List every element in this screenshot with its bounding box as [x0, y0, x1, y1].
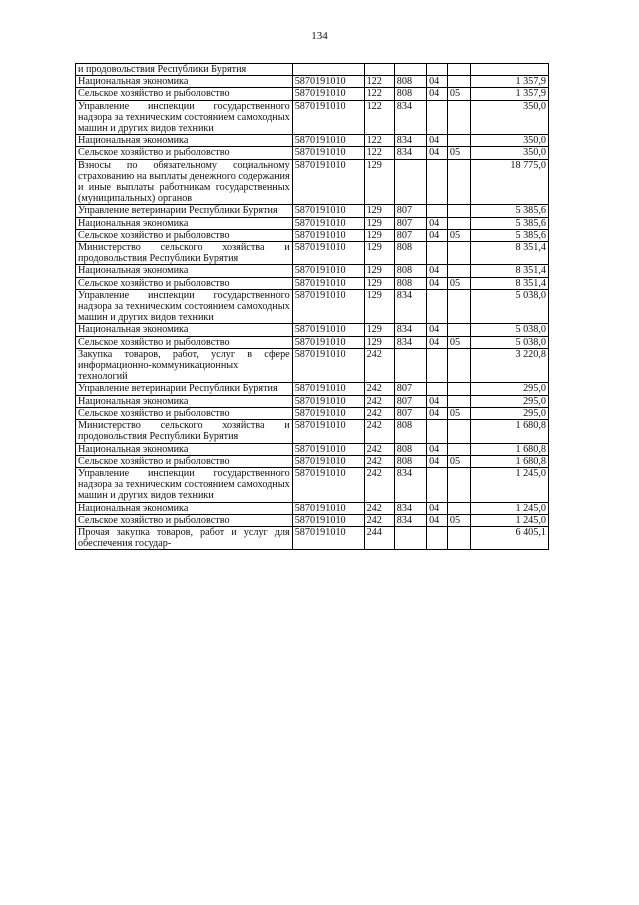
amount-cell: 1 245,0	[470, 514, 548, 526]
subsection-cell	[447, 265, 470, 277]
subsection-cell	[447, 217, 470, 229]
ministry-code-cell: 808	[394, 420, 426, 443]
expense-group-cell: 122	[364, 147, 394, 159]
table-row	[76, 100, 549, 135]
row-name-cell: Министерство сельского хозяйства и продовольствия Республики Бурятия	[76, 242, 293, 265]
ministry-code-cell: 807	[394, 395, 426, 407]
expense-group-cell: 242	[364, 395, 394, 407]
target-code-cell: 5870191010	[292, 443, 364, 455]
table-row	[76, 289, 549, 324]
expense-group-cell: 242	[364, 443, 394, 455]
row-name-cell: Министерство сельского хозяйства и продовольствия Республики Бурятия	[76, 420, 293, 443]
target-code-cell: 5870191010	[292, 100, 364, 135]
subsection-cell: 05	[447, 277, 470, 289]
row-name-cell: Национальная экономика	[76, 502, 293, 514]
section-cell: 04	[427, 455, 448, 467]
amount-cell: 8 351,4	[470, 277, 548, 289]
ministry-code-cell: 808	[394, 242, 426, 265]
row-name-cell: Сельское хозяйство и рыболовство	[76, 514, 293, 526]
section-cell: 04	[427, 514, 448, 526]
subsection-cell: 05	[447, 88, 470, 100]
amount-cell: 8 351,4	[470, 242, 548, 265]
row-name-cell: Управление инспекции государственного надзора за техническим состоянием самоходных машин и других видов техники	[76, 100, 293, 135]
section-cell: 04	[427, 88, 448, 100]
target-code-cell: 5870191010	[292, 395, 364, 407]
ministry-code-cell: 834	[394, 289, 426, 324]
subsection-cell	[447, 64, 470, 76]
amount-cell: 5 038,0	[470, 336, 548, 348]
subsection-cell: 05	[447, 229, 470, 241]
amount-cell: 1 357,9	[470, 88, 548, 100]
expense-group-cell: 242	[364, 348, 394, 383]
table-row	[76, 348, 549, 383]
target-code-cell: 5870191010	[292, 336, 364, 348]
expense-group-cell: 129	[364, 265, 394, 277]
subsection-cell: 05	[447, 455, 470, 467]
target-code-cell	[292, 64, 364, 76]
subsection-cell	[447, 420, 470, 443]
row-name-cell: Национальная экономика	[76, 217, 293, 229]
table-row	[76, 159, 549, 205]
target-code-cell: 5870191010	[292, 159, 364, 205]
section-cell	[427, 348, 448, 383]
section-cell: 04	[427, 217, 448, 229]
expense-group-cell	[364, 64, 394, 76]
amount-cell: 350,0	[470, 135, 548, 147]
ministry-code-cell	[394, 348, 426, 383]
ministry-code-cell: 807	[394, 383, 426, 395]
table-row	[76, 265, 549, 277]
target-code-cell: 5870191010	[292, 229, 364, 241]
subsection-cell	[447, 205, 470, 217]
ministry-code-cell: 808	[394, 76, 426, 88]
section-cell: 04	[427, 277, 448, 289]
subsection-cell	[447, 242, 470, 265]
target-code-cell: 5870191010	[292, 502, 364, 514]
ministry-code-cell: 834	[394, 135, 426, 147]
expense-group-cell: 122	[364, 76, 394, 88]
section-cell: 04	[427, 395, 448, 407]
section-cell: 04	[427, 76, 448, 88]
section-cell: 04	[427, 407, 448, 419]
target-code-cell: 5870191010	[292, 420, 364, 443]
amount-cell: 6 405,1	[470, 526, 548, 549]
section-cell: 04	[427, 443, 448, 455]
expense-group-cell: 129	[364, 289, 394, 324]
row-name-cell: Национальная экономика	[76, 265, 293, 277]
target-code-cell: 5870191010	[292, 265, 364, 277]
row-name-cell: Управление инспекции государственного надзора за техническим состоянием самоходных машин и других видов техники	[76, 289, 293, 324]
ministry-code-cell: 834	[394, 324, 426, 336]
target-code-cell: 5870191010	[292, 217, 364, 229]
section-cell	[427, 100, 448, 135]
subsection-cell	[447, 135, 470, 147]
table-row	[76, 407, 549, 419]
section-cell	[427, 420, 448, 443]
row-name-cell: Сельское хозяйство и рыболовство	[76, 336, 293, 348]
row-name-cell: Сельское хозяйство и рыболовство	[76, 229, 293, 241]
section-cell: 04	[427, 229, 448, 241]
expense-group-cell: 242	[364, 420, 394, 443]
amount-cell: 1 357,9	[470, 76, 548, 88]
amount-cell: 1 245,0	[470, 467, 548, 502]
target-code-cell: 5870191010	[292, 289, 364, 324]
table-row	[76, 242, 549, 265]
subsection-cell	[447, 348, 470, 383]
ministry-code-cell: 808	[394, 277, 426, 289]
subsection-cell: 05	[447, 336, 470, 348]
subsection-cell: 05	[447, 147, 470, 159]
row-name-cell: Взносы по обязательному социальному страхованию на выплаты денежного содержания и иные выплаты работникам государственных (муниципальных) органов	[76, 159, 293, 205]
subsection-cell	[447, 502, 470, 514]
amount-cell: 5 385,6	[470, 229, 548, 241]
subsection-cell	[447, 289, 470, 324]
ministry-code-cell: 834	[394, 467, 426, 502]
ministry-code-cell: 807	[394, 205, 426, 217]
table-row	[76, 420, 549, 443]
section-cell	[427, 526, 448, 549]
row-name-cell: Сельское хозяйство и рыболовство	[76, 277, 293, 289]
amount-cell: 5 038,0	[470, 324, 548, 336]
table-row	[76, 467, 549, 502]
amount-cell: 18 775,0	[470, 159, 548, 205]
amount-cell: 350,0	[470, 147, 548, 159]
amount-cell: 5 385,6	[470, 217, 548, 229]
expense-group-cell: 129	[364, 229, 394, 241]
target-code-cell: 5870191010	[292, 324, 364, 336]
table-row	[76, 205, 549, 217]
section-cell	[427, 159, 448, 205]
target-code-cell: 5870191010	[292, 135, 364, 147]
table-row	[76, 229, 549, 241]
expense-group-cell: 244	[364, 526, 394, 549]
amount-cell: 1 245,0	[470, 502, 548, 514]
ministry-code-cell	[394, 64, 426, 76]
ministry-code-cell: 807	[394, 407, 426, 419]
table-row	[76, 76, 549, 88]
row-name-cell: Закупка товаров, работ, услуг в сфере информационно-коммуникационных технологий	[76, 348, 293, 383]
subsection-cell	[447, 76, 470, 88]
subsection-cell	[447, 159, 470, 205]
expense-group-cell: 129	[364, 217, 394, 229]
row-name-cell: Управление ветеринарии Республики Бурятия	[76, 383, 293, 395]
amount-cell: 3 220,8	[470, 348, 548, 383]
row-name-cell: Сельское хозяйство и рыболовство	[76, 455, 293, 467]
row-name-cell: Управление ветеринарии Республики Бурятия	[76, 205, 293, 217]
amount-cell: 350,0	[470, 100, 548, 135]
table-row	[76, 277, 549, 289]
expense-group-cell: 242	[364, 502, 394, 514]
target-code-cell: 5870191010	[292, 76, 364, 88]
amount-cell: 8 351,4	[470, 265, 548, 277]
expense-group-cell: 242	[364, 383, 394, 395]
row-name-cell: и продовольствия Республики Бурятия	[76, 64, 293, 76]
ministry-code-cell: 834	[394, 147, 426, 159]
row-name-cell: Сельское хозяйство и рыболовство	[76, 407, 293, 419]
section-cell	[427, 242, 448, 265]
section-cell: 04	[427, 265, 448, 277]
row-name-cell: Сельское хозяйство и рыболовство	[76, 147, 293, 159]
expense-group-cell: 129	[364, 242, 394, 265]
target-code-cell: 5870191010	[292, 277, 364, 289]
section-cell: 04	[427, 324, 448, 336]
subsection-cell	[447, 383, 470, 395]
expense-group-cell: 242	[364, 407, 394, 419]
table-row	[76, 336, 549, 348]
expense-group-cell: 129	[364, 324, 394, 336]
expense-group-cell: 129	[364, 205, 394, 217]
subsection-cell	[447, 443, 470, 455]
row-name-cell: Сельское хозяйство и рыболовство	[76, 88, 293, 100]
ministry-code-cell	[394, 526, 426, 549]
table-row	[76, 383, 549, 395]
expense-group-cell: 242	[364, 455, 394, 467]
ministry-code-cell: 834	[394, 514, 426, 526]
section-cell	[427, 64, 448, 76]
row-name-cell: Управление инспекции государственного надзора за техническим состоянием самоходных машин и других видов техники	[76, 467, 293, 502]
subsection-cell: 05	[447, 407, 470, 419]
subsection-cell	[447, 526, 470, 549]
expense-group-cell: 122	[364, 135, 394, 147]
amount-cell: 1 680,8	[470, 455, 548, 467]
amount-cell: 1 680,8	[470, 420, 548, 443]
ministry-code-cell	[394, 159, 426, 205]
target-code-cell: 5870191010	[292, 467, 364, 502]
section-cell: 04	[427, 336, 448, 348]
amount-cell	[470, 64, 548, 76]
subsection-cell	[447, 100, 470, 135]
table-row	[76, 88, 549, 100]
target-code-cell: 5870191010	[292, 526, 364, 549]
subsection-cell	[447, 324, 470, 336]
target-code-cell: 5870191010	[292, 242, 364, 265]
expense-group-cell: 122	[364, 88, 394, 100]
target-code-cell: 5870191010	[292, 348, 364, 383]
ministry-code-cell: 834	[394, 336, 426, 348]
target-code-cell: 5870191010	[292, 407, 364, 419]
table-row	[76, 395, 549, 407]
budget-table-body	[76, 64, 549, 550]
ministry-code-cell: 807	[394, 217, 426, 229]
expense-group-cell: 129	[364, 336, 394, 348]
table-row	[76, 455, 549, 467]
expense-group-cell: 242	[364, 467, 394, 502]
ministry-code-cell: 834	[394, 100, 426, 135]
expense-group-cell: 129	[364, 159, 394, 205]
section-cell: 04	[427, 135, 448, 147]
table-row	[76, 526, 549, 549]
table-row	[76, 324, 549, 336]
amount-cell: 5 385,6	[470, 205, 548, 217]
row-name-cell: Национальная экономика	[76, 324, 293, 336]
subsection-cell	[447, 467, 470, 502]
expense-group-cell: 122	[364, 100, 394, 135]
section-cell	[427, 383, 448, 395]
section-cell	[427, 289, 448, 324]
table-row	[76, 217, 549, 229]
table-row	[76, 502, 549, 514]
table-row	[76, 147, 549, 159]
section-cell	[427, 467, 448, 502]
page-number: 134	[311, 30, 328, 42]
budget-table	[75, 63, 549, 550]
amount-cell: 5 038,0	[470, 289, 548, 324]
ministry-code-cell: 834	[394, 502, 426, 514]
ministry-code-cell: 807	[394, 229, 426, 241]
amount-cell: 295,0	[470, 395, 548, 407]
expense-group-cell: 242	[364, 514, 394, 526]
target-code-cell: 5870191010	[292, 383, 364, 395]
row-name-cell: Прочая закупка товаров, работ и услуг для обеспечения государ-	[76, 526, 293, 549]
section-cell	[427, 205, 448, 217]
table-row	[76, 135, 549, 147]
subsection-cell: 05	[447, 514, 470, 526]
ministry-code-cell: 808	[394, 88, 426, 100]
amount-cell: 1 680,8	[470, 443, 548, 455]
amount-cell: 295,0	[470, 383, 548, 395]
ministry-code-cell: 808	[394, 455, 426, 467]
target-code-cell: 5870191010	[292, 88, 364, 100]
table-row	[76, 64, 549, 76]
ministry-code-cell: 808	[394, 443, 426, 455]
expense-group-cell: 129	[364, 277, 394, 289]
section-cell: 04	[427, 147, 448, 159]
row-name-cell: Национальная экономика	[76, 443, 293, 455]
subsection-cell	[447, 395, 470, 407]
section-cell: 04	[427, 502, 448, 514]
target-code-cell: 5870191010	[292, 205, 364, 217]
target-code-cell: 5870191010	[292, 514, 364, 526]
row-name-cell: Национальная экономика	[76, 76, 293, 88]
row-name-cell: Национальная экономика	[76, 135, 293, 147]
table-row	[76, 443, 549, 455]
row-name-cell: Национальная экономика	[76, 395, 293, 407]
amount-cell: 295,0	[470, 407, 548, 419]
table-row	[76, 514, 549, 526]
target-code-cell: 5870191010	[292, 455, 364, 467]
ministry-code-cell: 808	[394, 265, 426, 277]
target-code-cell: 5870191010	[292, 147, 364, 159]
